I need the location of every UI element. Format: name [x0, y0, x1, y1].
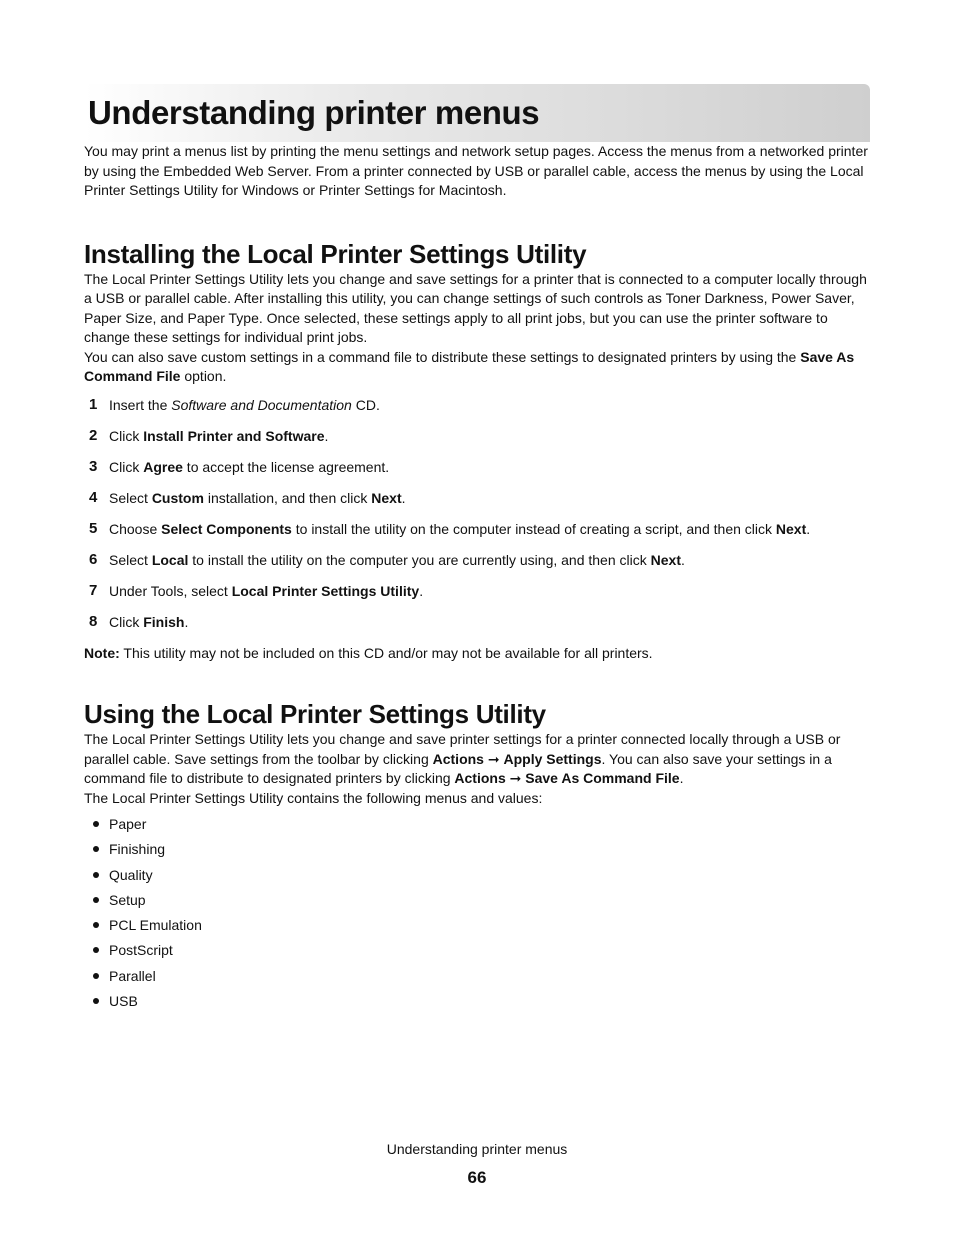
bullet-icon	[93, 872, 99, 878]
menus-list	[84, 815, 870, 1011]
step-number: 1	[89, 395, 98, 413]
step-number: 2	[89, 426, 98, 444]
step-3: 3 Click Agree to accept the license agreement.	[89, 457, 390, 475]
bullet-icon	[93, 821, 99, 827]
right-arrow-icon: ➞	[509, 770, 522, 786]
install-note: Note: This utility may not be included on this CD and/or may not be available for all printers.	[84, 644, 653, 661]
page-number: 66	[467, 1168, 487, 1187]
using-paragraph-1: The Local Printer Settings Utility lets you change and save printer settings for a printer connected locally through a USB or parallel cable. Save settings from the toolbar by clicking Actions ➞ Apply Settings. You can also save your settings in a command file to distribute to designated printers by clicking Actions ➞ Save As Command File.	[84, 731, 841, 786]
using-heading: Using the Local Printer Settings Utility	[84, 699, 546, 729]
save-as-command-file-term: Save As Command File	[84, 348, 855, 384]
list-item: Parallel	[84, 967, 870, 986]
bullet-icon	[93, 846, 99, 852]
step-number: 3	[89, 457, 98, 475]
bullet-icon	[93, 973, 99, 979]
list-item: PCL Emulation	[84, 916, 870, 935]
footer-title: Understanding printer menus	[386, 1141, 568, 1157]
step-number: 5	[89, 519, 98, 537]
list-item: Finishing	[84, 840, 870, 859]
bullet-icon	[93, 897, 99, 903]
install-steps	[84, 396, 870, 632]
list-item: Quality	[84, 866, 870, 885]
step-number: 7	[89, 581, 98, 599]
step-4: 4 Select Custom installation, and then click Next.	[89, 488, 406, 506]
bullet-icon	[93, 998, 99, 1004]
step-number: 6	[89, 550, 98, 568]
install-heading: Installing the Local Printer Settings Utility	[84, 238, 587, 269]
step-6: 6 Select Local to install the utility on the computer you are currently using, and then click Next.	[89, 550, 685, 568]
using-paragraph-2: The Local Printer Settings Utility contains the following menus and values:	[84, 789, 543, 806]
page-title: Understanding printer menus	[88, 94, 540, 131]
list-item: USB	[84, 992, 870, 1011]
list-item: Setup	[84, 891, 870, 910]
step-5: 5 Choose Select Components to install the utility on the computer instead of creating a script, and then click Next.	[89, 519, 811, 537]
bullet-icon	[93, 922, 99, 928]
title-band	[84, 84, 870, 142]
page-content	[84, 84, 870, 1017]
install-paragraph-1: The Local Printer Settings Utility lets you change and save settings for a printer that is connected to a computer locally through a USB or parallel cable. After installing this utility, you can change settings of such controls as Toner Darkness, Power Saver, Paper Size, and Paper Type. Once selected, these settings apply to all print jobs, but you can use the printer software to change these settings for individual print jobs.	[84, 270, 867, 345]
step-2: 2 Click Install Printer and Software.	[89, 426, 329, 444]
step-number: 4	[89, 488, 98, 506]
step-1: 1 Insert the Software and Documentation CD.	[89, 395, 380, 413]
step-number: 8	[89, 612, 98, 630]
list-item: PostScript	[84, 941, 870, 960]
bullet-icon	[93, 947, 99, 953]
step-8: 8 Click Finish.	[89, 612, 189, 630]
intro-paragraph: You may print a menus list by printing the menu settings and network setup pages. Access the menus from a networked printer by using the Embedded Web Server. From a printer connected by USB or parallel cable, access the menus by using the Local Printer Settings Utility for Windows or Printer Settings for Macintosh.	[84, 143, 868, 198]
install-paragraph-2: You can also save custom settings in a command file to distribute these settings to designated printers by using the Save As Command File option.	[84, 348, 855, 384]
list-item: Paper	[84, 815, 870, 834]
note-label: Note:	[84, 644, 120, 661]
step-7: 7 Under Tools, select Local Printer Settings Utility.	[89, 581, 424, 599]
right-arrow-icon: ➞	[487, 750, 500, 767]
